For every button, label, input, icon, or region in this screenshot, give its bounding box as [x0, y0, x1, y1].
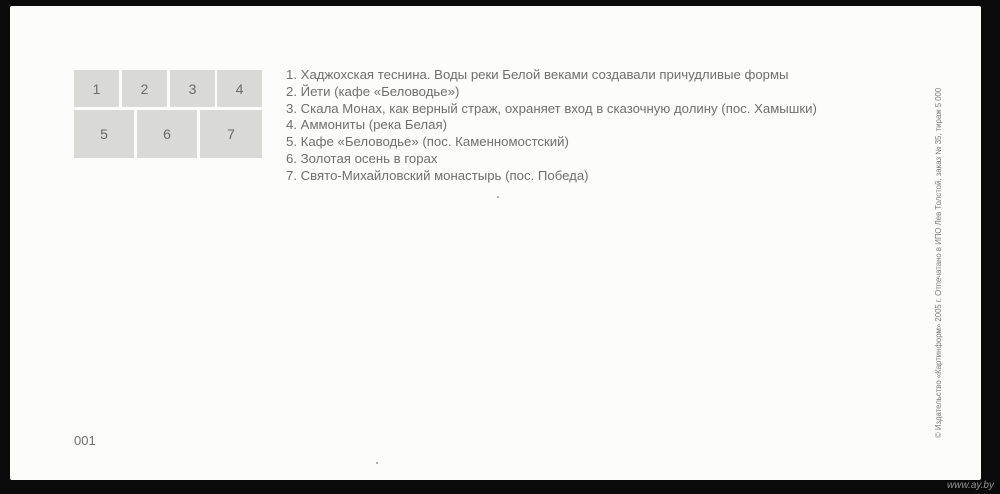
- caption-2: 2. Йети (кафе «Беловодье»): [286, 83, 460, 99]
- caption-4: 4. Аммониты (река Белая): [286, 117, 447, 133]
- grid-cell-2: 2: [122, 70, 167, 107]
- grid-cell-3: 3: [170, 70, 215, 107]
- photo-layout-grid: [74, 70, 262, 158]
- card-number: 001: [74, 433, 96, 448]
- speck: [497, 196, 499, 198]
- caption-1: 1. Хаджохская теснина. Воды реки Белой веками создавали причудливые формы: [286, 67, 789, 82]
- grid-cell-1: 1: [74, 70, 119, 107]
- watermark: www.ay.by: [946, 480, 994, 491]
- grid-cell-6: 6: [137, 110, 197, 158]
- grid-cell-7: 7: [200, 110, 262, 158]
- postcard-back: [10, 6, 981, 480]
- publisher-imprint: © Издательство «Картинформ» 2005 г. Отпечатано в ИПО Лев Толстой, заказ № 35, тираж 5 000: [934, 87, 943, 438]
- caption-3: 3. Скала Монах, как верный страж, охраняет вход в сказочную долину (пос. Хамышки): [286, 100, 817, 116]
- caption-5: 5. Кафе «Беловодье» (пос. Каменномостский): [286, 134, 569, 150]
- grid-cell-4: 4: [217, 70, 262, 107]
- grid-cell-5: 5: [74, 110, 134, 158]
- caption-6: 6. Золотая осень в горах: [286, 150, 438, 166]
- caption-7: 7. Свято-Михайловский монастырь (пос. Победа): [286, 167, 589, 183]
- speck: [376, 462, 378, 464]
- photo-captions-list: [286, 67, 817, 185]
